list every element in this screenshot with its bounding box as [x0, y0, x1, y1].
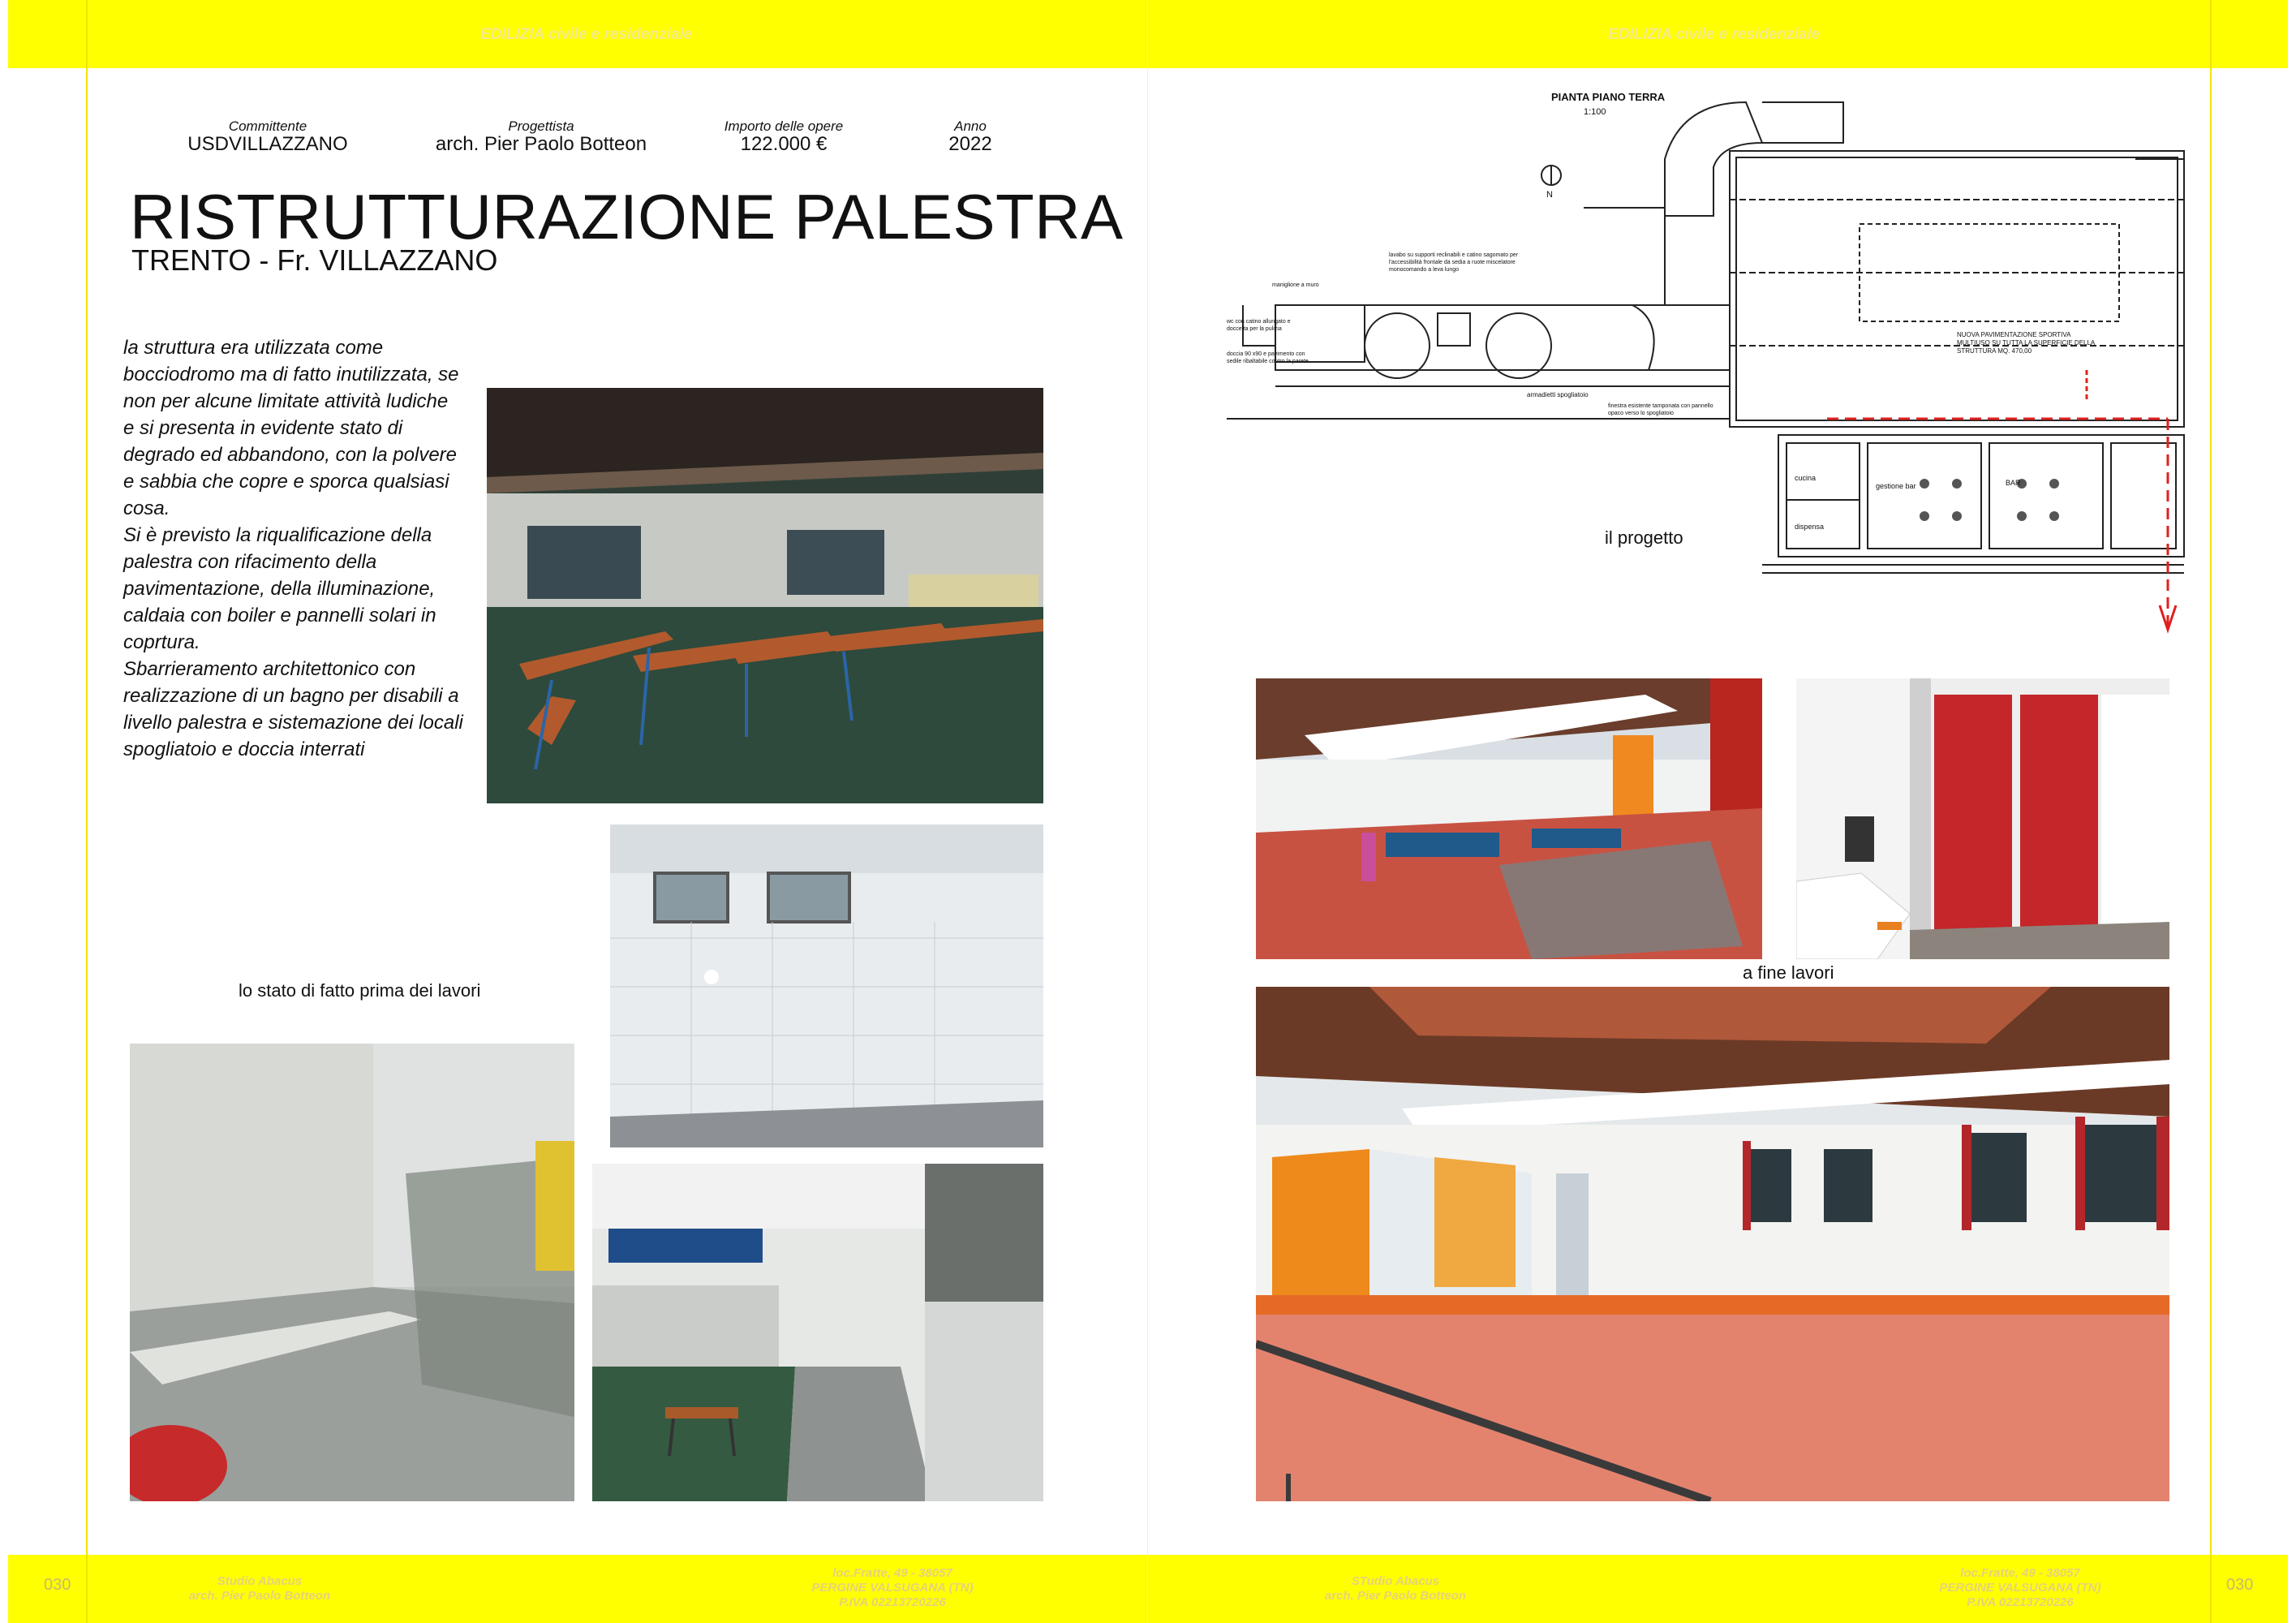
header-left: EDILIZIA civile e residenziale — [480, 26, 693, 43]
footer-address-right-line-3: P.IVA 02213720226 — [1967, 1595, 2074, 1609]
footer-address-right — [1907, 1566, 2134, 1610]
plan-pantry-label: dispensa — [1795, 523, 1825, 531]
description — [123, 334, 464, 763]
header-right: EDILIZIA civile e residenziale — [1608, 26, 1821, 43]
plan-north: N — [1546, 190, 1553, 200]
caption-before: lo stato di fatto prima dei lavori — [239, 980, 481, 1001]
plan-floor-label: NUOVA PAVIMENTAZIONE SPORTIVA MULTIUSO SU TUTTA LA SUPERFICIE DELLA STRUTTURA MQ. 470,00 — [1957, 331, 2095, 355]
plan-title: PIANTA PIANO TERRA — [1551, 91, 1666, 103]
plan-sink-label: lavabo su supporti reclinabili e catino sagomato per l'accessibilità frontale da sedia a ruote miscelatore monocomando a leva lungo — [1389, 252, 1519, 273]
footer-address-right-line-2: PERGINE VALSUGANA (TN) — [1939, 1581, 2101, 1595]
footer-studio-right-line-2: arch. Pier Paolo Botteon — [1324, 1589, 1467, 1603]
plan-kitchen-label: cucina — [1795, 474, 1817, 482]
page-number-right: 030 — [2226, 1576, 2254, 1594]
amount-label: Importo delle opere — [724, 118, 844, 134]
year-label: Anno — [954, 118, 987, 134]
caption-after: a fine lavori — [1743, 962, 1834, 983]
plan-shower-label: doccia 90 x90 e pavimento con sedile ribaltabile contro la parete — [1227, 351, 1309, 364]
photo-corridor-before — [130, 1044, 574, 1501]
floor-plan — [1227, 78, 2208, 662]
plan-bar-management-label: gestione bar — [1876, 482, 1916, 490]
photo-shower-before — [610, 824, 1043, 1147]
footer-address-left-line-1: loc.Fratte, 49 - 38057 — [832, 1566, 952, 1580]
footer-address-left — [779, 1566, 1006, 1610]
designer-label: Progettista — [508, 118, 574, 134]
footer-studio-left-line-1: Studio Abacus — [217, 1574, 303, 1588]
description-paragraph-3: Sbarrieramento architettonico con realizzazione di un bagno per disabili a livello palestra e sistemazione dei locali spogliatoio e doccia interrati — [123, 658, 463, 760]
amount-value: 122.000 € — [740, 133, 828, 155]
page-fold — [1147, 0, 1148, 1623]
photo-gym-after-wide — [1256, 987, 2169, 1501]
footer-address-left-line-2: PERGINE VALSUGANA (TN) — [811, 1581, 974, 1595]
photo-gym-after-table-tennis — [1256, 678, 1762, 959]
margin-line-left — [86, 0, 88, 1623]
footer-studio-right — [1290, 1574, 1501, 1604]
footer-studio-left — [154, 1574, 365, 1604]
footer-studio-right-line-1: STudio Abacus — [1351, 1574, 1440, 1588]
plan-scale: 1:100 — [1584, 107, 1606, 117]
page-subtitle: TRENTO - Fr. VILLAZZANO — [131, 243, 498, 277]
client-label: Committente — [228, 118, 307, 134]
footer-address-right-line-1: loc.Fratte, 49 - 38057 — [1960, 1566, 2080, 1580]
client-value: USDVILLAZZANO — [187, 133, 348, 155]
year-value: 2022 — [948, 133, 992, 155]
photo-toilets-after — [1796, 678, 2169, 959]
footer-studio-left-line-2: arch. Pier Paolo Botteon — [188, 1589, 331, 1603]
page-number-left: 030 — [44, 1576, 71, 1594]
page-title: RISTRUTTURAZIONE PALESTRA — [130, 181, 1124, 252]
plan-handles-label: maniglione a muro — [1272, 282, 1319, 288]
margin-line-right — [2210, 0, 2212, 1623]
photo-hall-before — [592, 1164, 1043, 1501]
caption-project: il progetto — [1605, 527, 1683, 548]
plan-wc-label: wc con catino allungato e doccetta per la pulizia — [1227, 319, 1291, 332]
footer-address-left-line-3: P.IVA 02213720226 — [839, 1595, 946, 1609]
plan-window-label: finestra esistente tamponata con pannello opaco verso lo spogliatoio — [1608, 403, 1713, 416]
photo-gym-before — [487, 388, 1043, 803]
description-paragraph-1: la struttura era utilizzata come bocciodromo ma di fatto inutilizzata, se non per alcune limitate attività ludiche e si presenta in evidente stato di degrado ed abbandono, con la polvere e sabbia che copre e sporca qualsiasi cosa. — [123, 337, 459, 519]
designer-value: arch. Pier Paolo Botteon — [435, 133, 647, 155]
description-paragraph-2: Si è previsto la riqualificazione della palestra con rifacimento della pavimentazione, della illuminazione, caldaia con boiler e pannelli solari in coprtura. — [123, 524, 436, 653]
plan-bar-label: BAR — [2006, 479, 2021, 487]
plan-lockers-label: armadietti spogliatoio — [1527, 391, 1589, 398]
header-band — [8, 0, 2288, 68]
